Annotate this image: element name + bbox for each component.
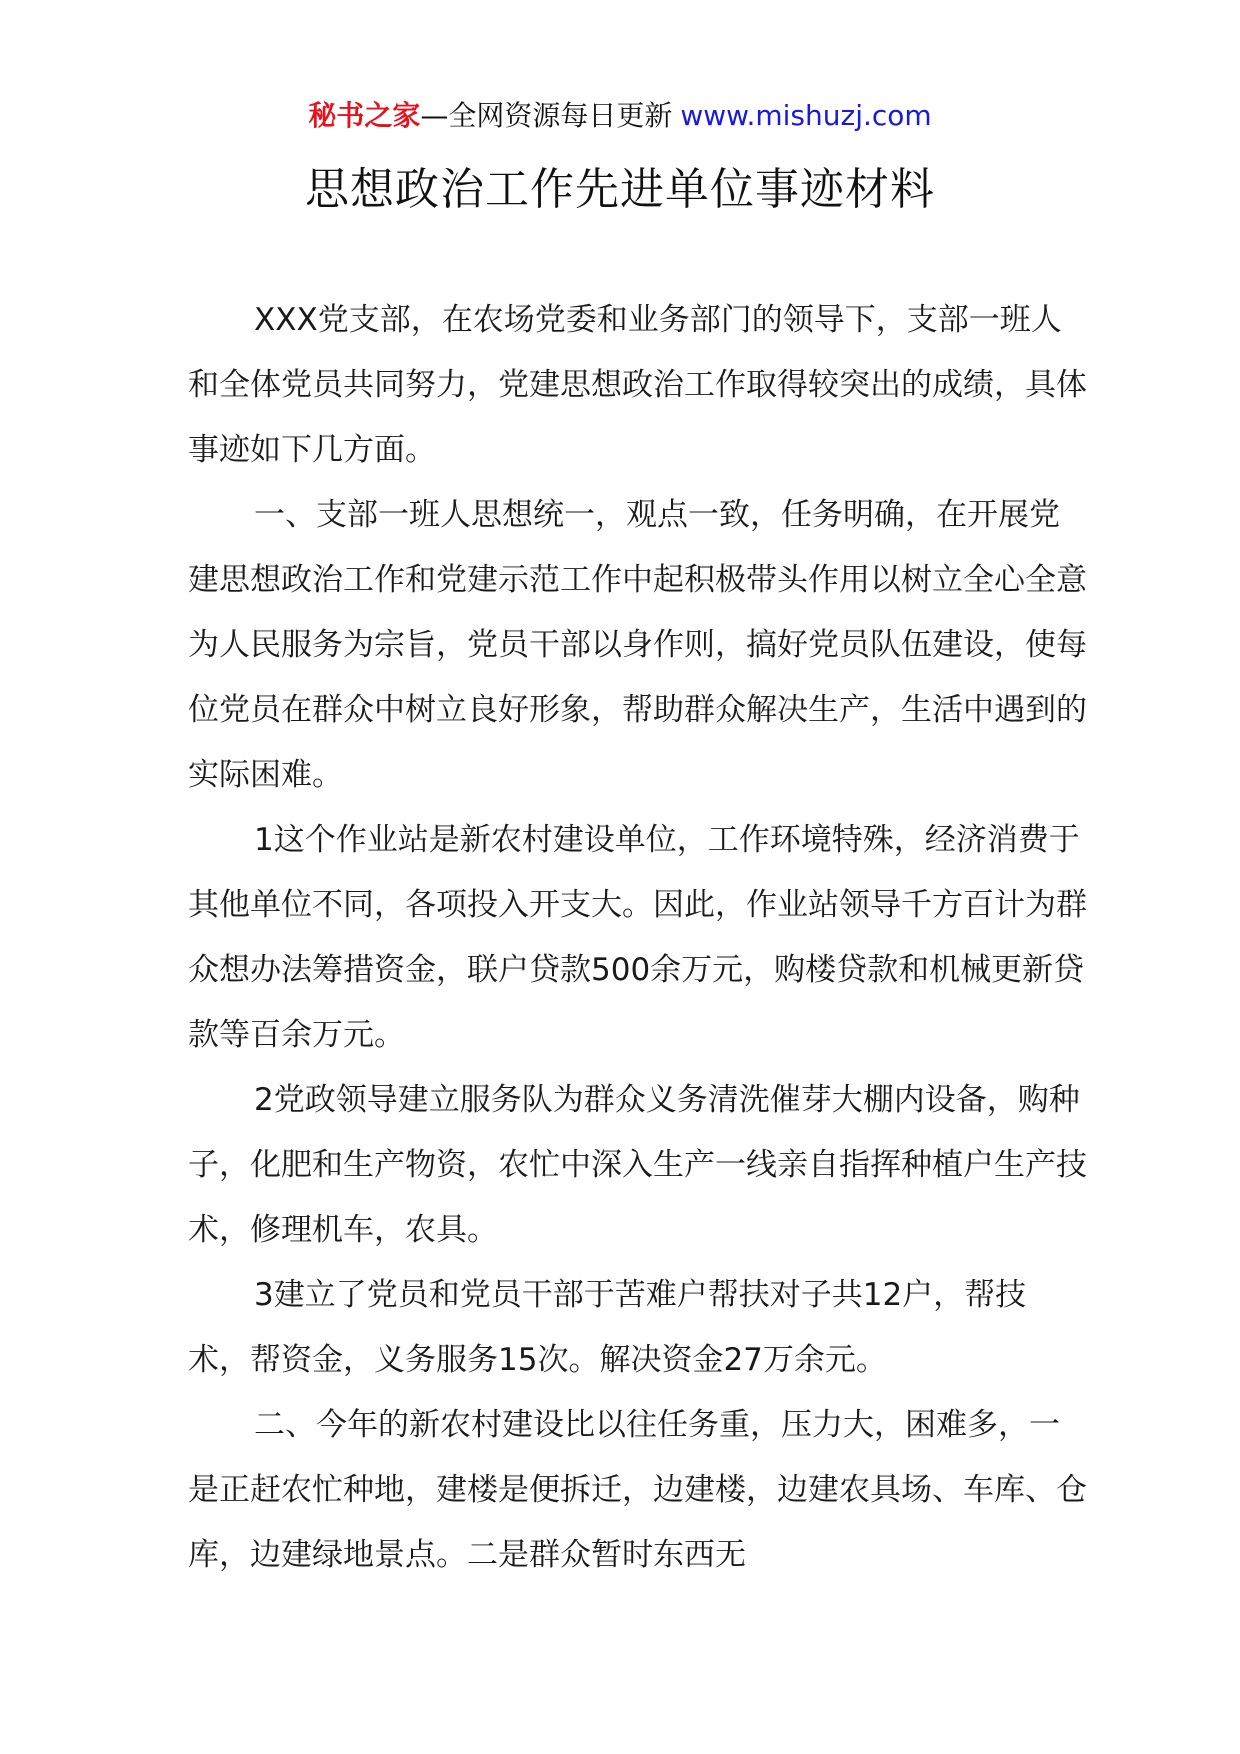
document-body <box>188 288 1088 1588</box>
body-paragraph: 3建立了党员和党员干部于苦难户帮扶对子共12户，帮技术，帮资金，义务服务15次。解决资金27万余元。 <box>188 1277 1027 1378</box>
brand-name: 秘书之家 <box>308 99 421 132</box>
body-paragraph: XXX党支部，在农场党委和业务部门的领导下，支部一班人和全体党员共同努力，党建思想政治工作取得较突出的成绩，具体事迹如下几方面。 <box>188 302 1087 468</box>
body-paragraph: 二、今年的新农村建设比以往任务重，压力大，困难多，一是正赶农忙种地，建楼是便拆迁，边建楼，边建农具场、车库、仓库，边建绿地景点。二是群众暂时东西无 <box>188 1407 1087 1573</box>
body-paragraph: 2党政领导建立服务队为群众义务清洗催芽大棚内设备，购种子，化肥和生产物资，农忙中深入生产一线亲自指挥种植户生产技术，修理机车，农具。 <box>188 1082 1087 1248</box>
site-url-link[interactable]: www.mishuzj.com <box>680 99 932 132</box>
document-title: 思想政治工作先进单位事迹材料 <box>305 164 935 215</box>
header-tagline: —全网资源每日更新 <box>420 99 673 132</box>
body-paragraph: 1这个作业站是新农村建设单位，工作环境特殊，经济消费于其他单位不同，各项投入开支大。因此，作业站领导千方百计为群众想办法筹措资金，联户贷款500余万元，购楼贷款和机械更新贷款等百余万元。 <box>188 822 1087 1053</box>
body-paragraph: 一、支部一班人思想统一，观点一致，任务明确，在开展党建思想政治工作和党建示范工作中起积极带头作用以树立全心全意为人民服务为宗旨，党员干部以身作则，搞好党员队伍建设，使每位党员在群众中树立良好形象，帮助群众解决生产，生活中遇到的实际困难。 <box>188 497 1087 793</box>
site-header <box>0 96 1240 136</box>
